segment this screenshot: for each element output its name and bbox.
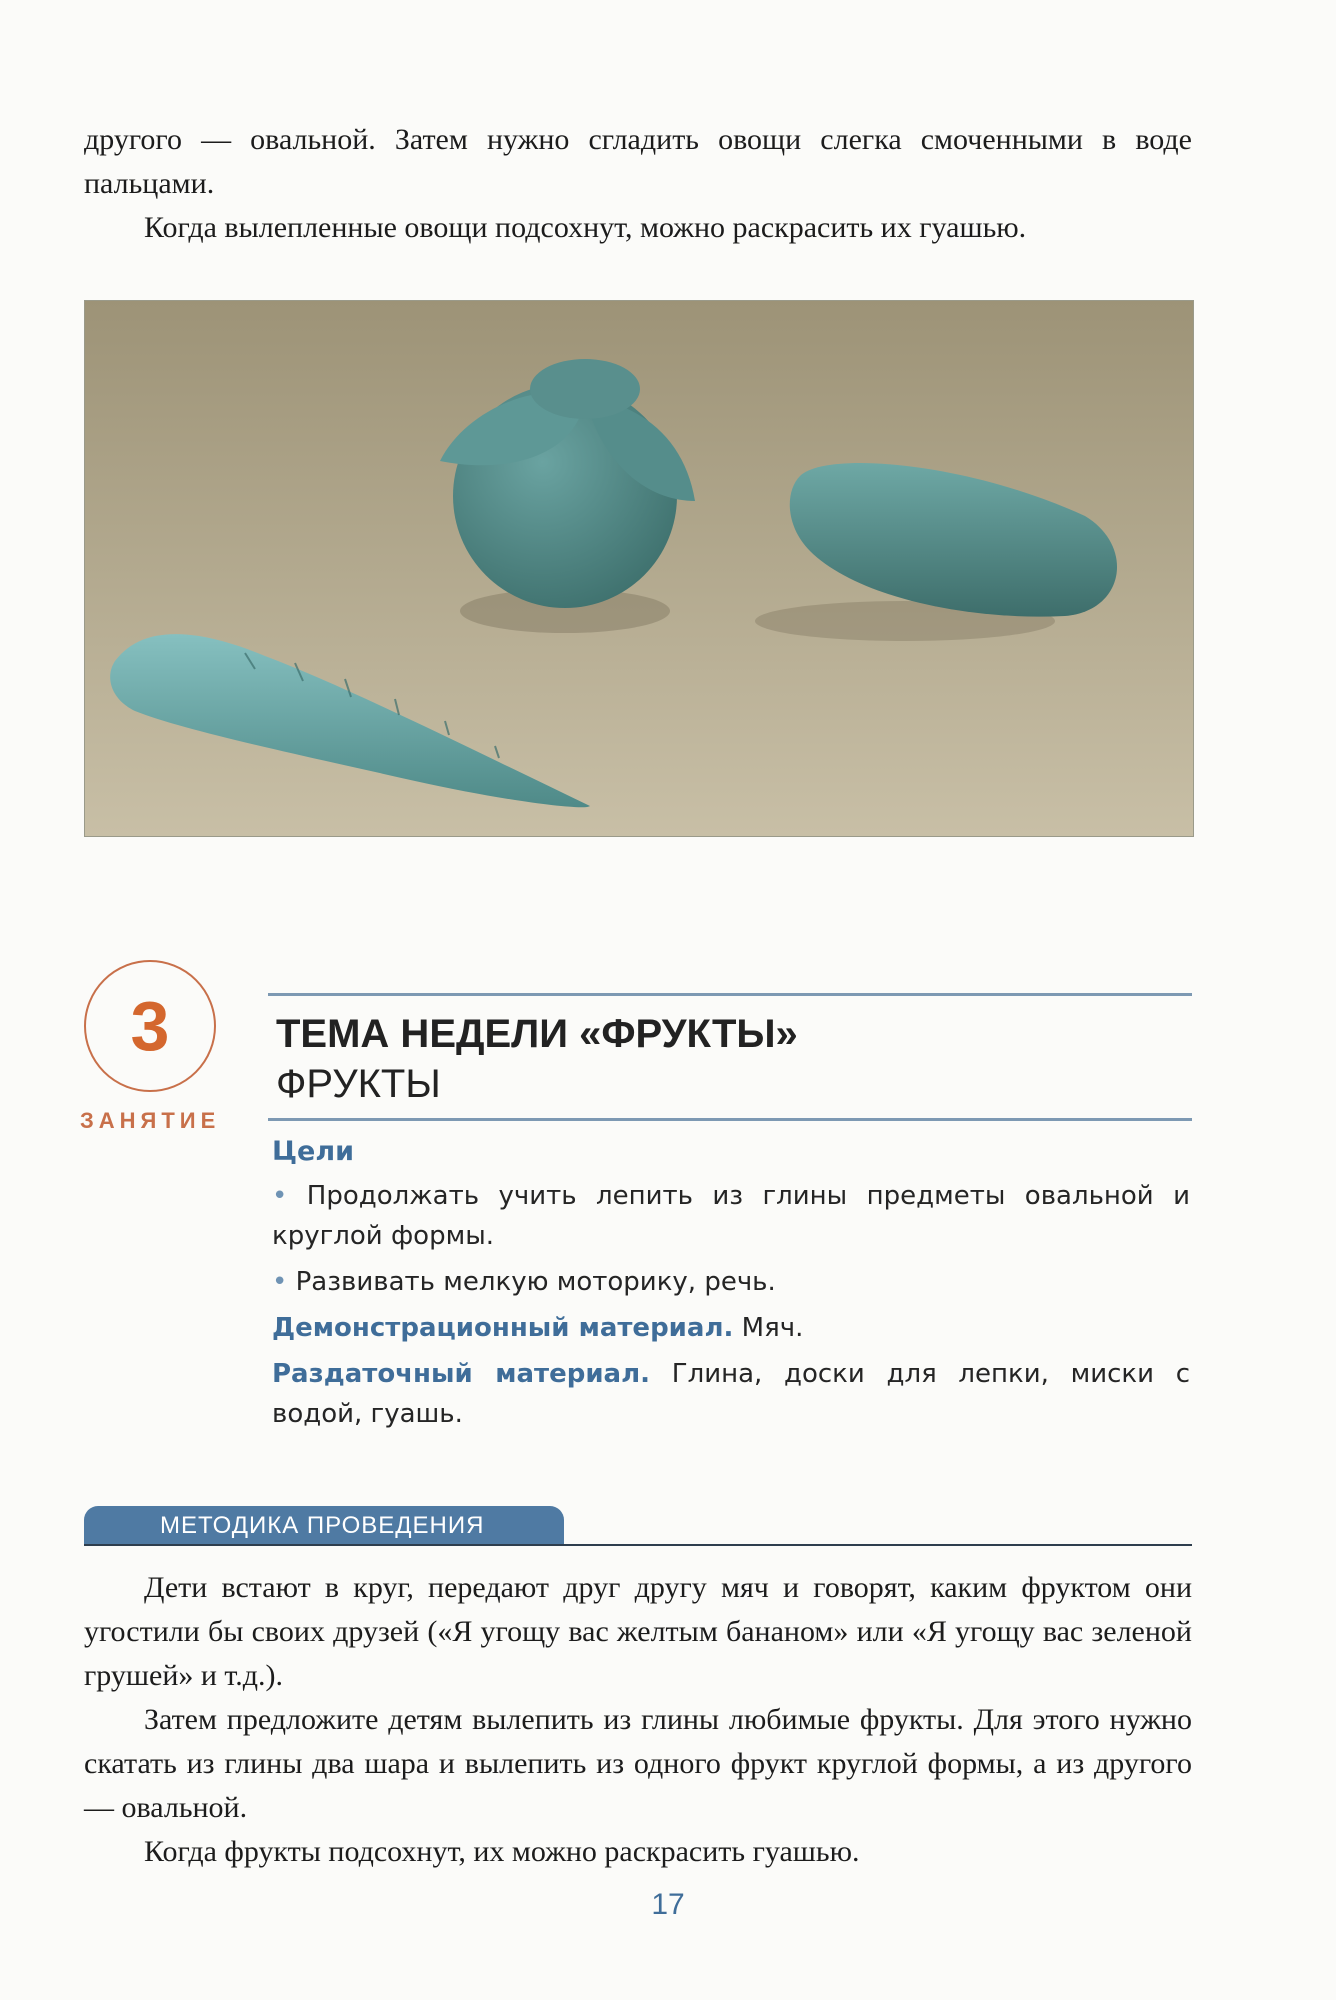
goals-heading: Цели <box>272 1136 355 1167</box>
topic-rule-bottom <box>268 1118 1192 1121</box>
photo-image <box>85 301 1193 836</box>
handout-material <box>272 1354 1190 1434</box>
drying-paragraph: Когда вылепленные овощи подсохнут, можно раскрасить их гуашью. <box>144 211 1027 244</box>
page-number: 17 <box>651 1888 685 1921</box>
method-heading: МЕТОДИКА ПРОВЕДЕНИЯ <box>84 1506 564 1546</box>
demo-material <box>272 1308 1190 1348</box>
topic-title: ТЕМА НЕДЕЛИ «ФРУКТЫ» <box>276 1012 798 1056</box>
goal-item <box>272 1262 1190 1302</box>
handout-material-term: Раздаточный материал. <box>272 1359 651 1389</box>
topic-subtitle: ФРУКТЫ <box>276 1062 441 1106</box>
method-paragraph: Затем предложите детям вылепить из глины любимые фрукты. Для этого нужно скатать из глины два шара и вылепить из одного фрукт круглой формы, а из другого — овальной. <box>84 1703 1192 1824</box>
method-text-block <box>84 1566 1192 1874</box>
lesson-number: 3 <box>84 960 216 1092</box>
continued-text-block <box>84 118 1192 250</box>
method-paragraph: Когда фрукты подсохнут, их можно раскрасить гуашью. <box>144 1835 860 1868</box>
bullet-icon: • <box>272 1181 288 1211</box>
goal-item-text: Развивать мелкую моторику, речь. <box>295 1267 776 1297</box>
demo-material-value: Мяч. <box>741 1313 804 1343</box>
lesson-label: ЗАНЯТИЕ <box>80 1108 221 1133</box>
bullet-icon: • <box>272 1267 288 1297</box>
goal-item-text: Продолжать учить лепить из глины предметы овальной и круглой формы. <box>272 1181 1191 1251</box>
handout-material-value: Глина, доски для лепки, миски с водой, гуашь. <box>272 1359 1190 1429</box>
topic-rule-top <box>268 993 1192 996</box>
method-paragraph: Дети встают в круг, передают друг другу мяч и говорят, каким фруктом они угостили бы своих друзей («Я угощу вас желтым бананом» или «Я угощу вас зеленой грушей» и т.д.). <box>84 1571 1192 1692</box>
clay-vegetables-photo <box>84 300 1194 837</box>
continued-paragraph: другого — овальной. Затем нужно сгладить овощи слегка смоченными в воде пальцами. <box>84 123 1192 200</box>
goals-section <box>272 1132 1190 1440</box>
lesson-badge <box>80 960 221 1133</box>
goal-item <box>272 1176 1190 1256</box>
demo-material-term: Демонстрационный материал. <box>272 1313 734 1343</box>
method-rule <box>84 1544 1192 1546</box>
